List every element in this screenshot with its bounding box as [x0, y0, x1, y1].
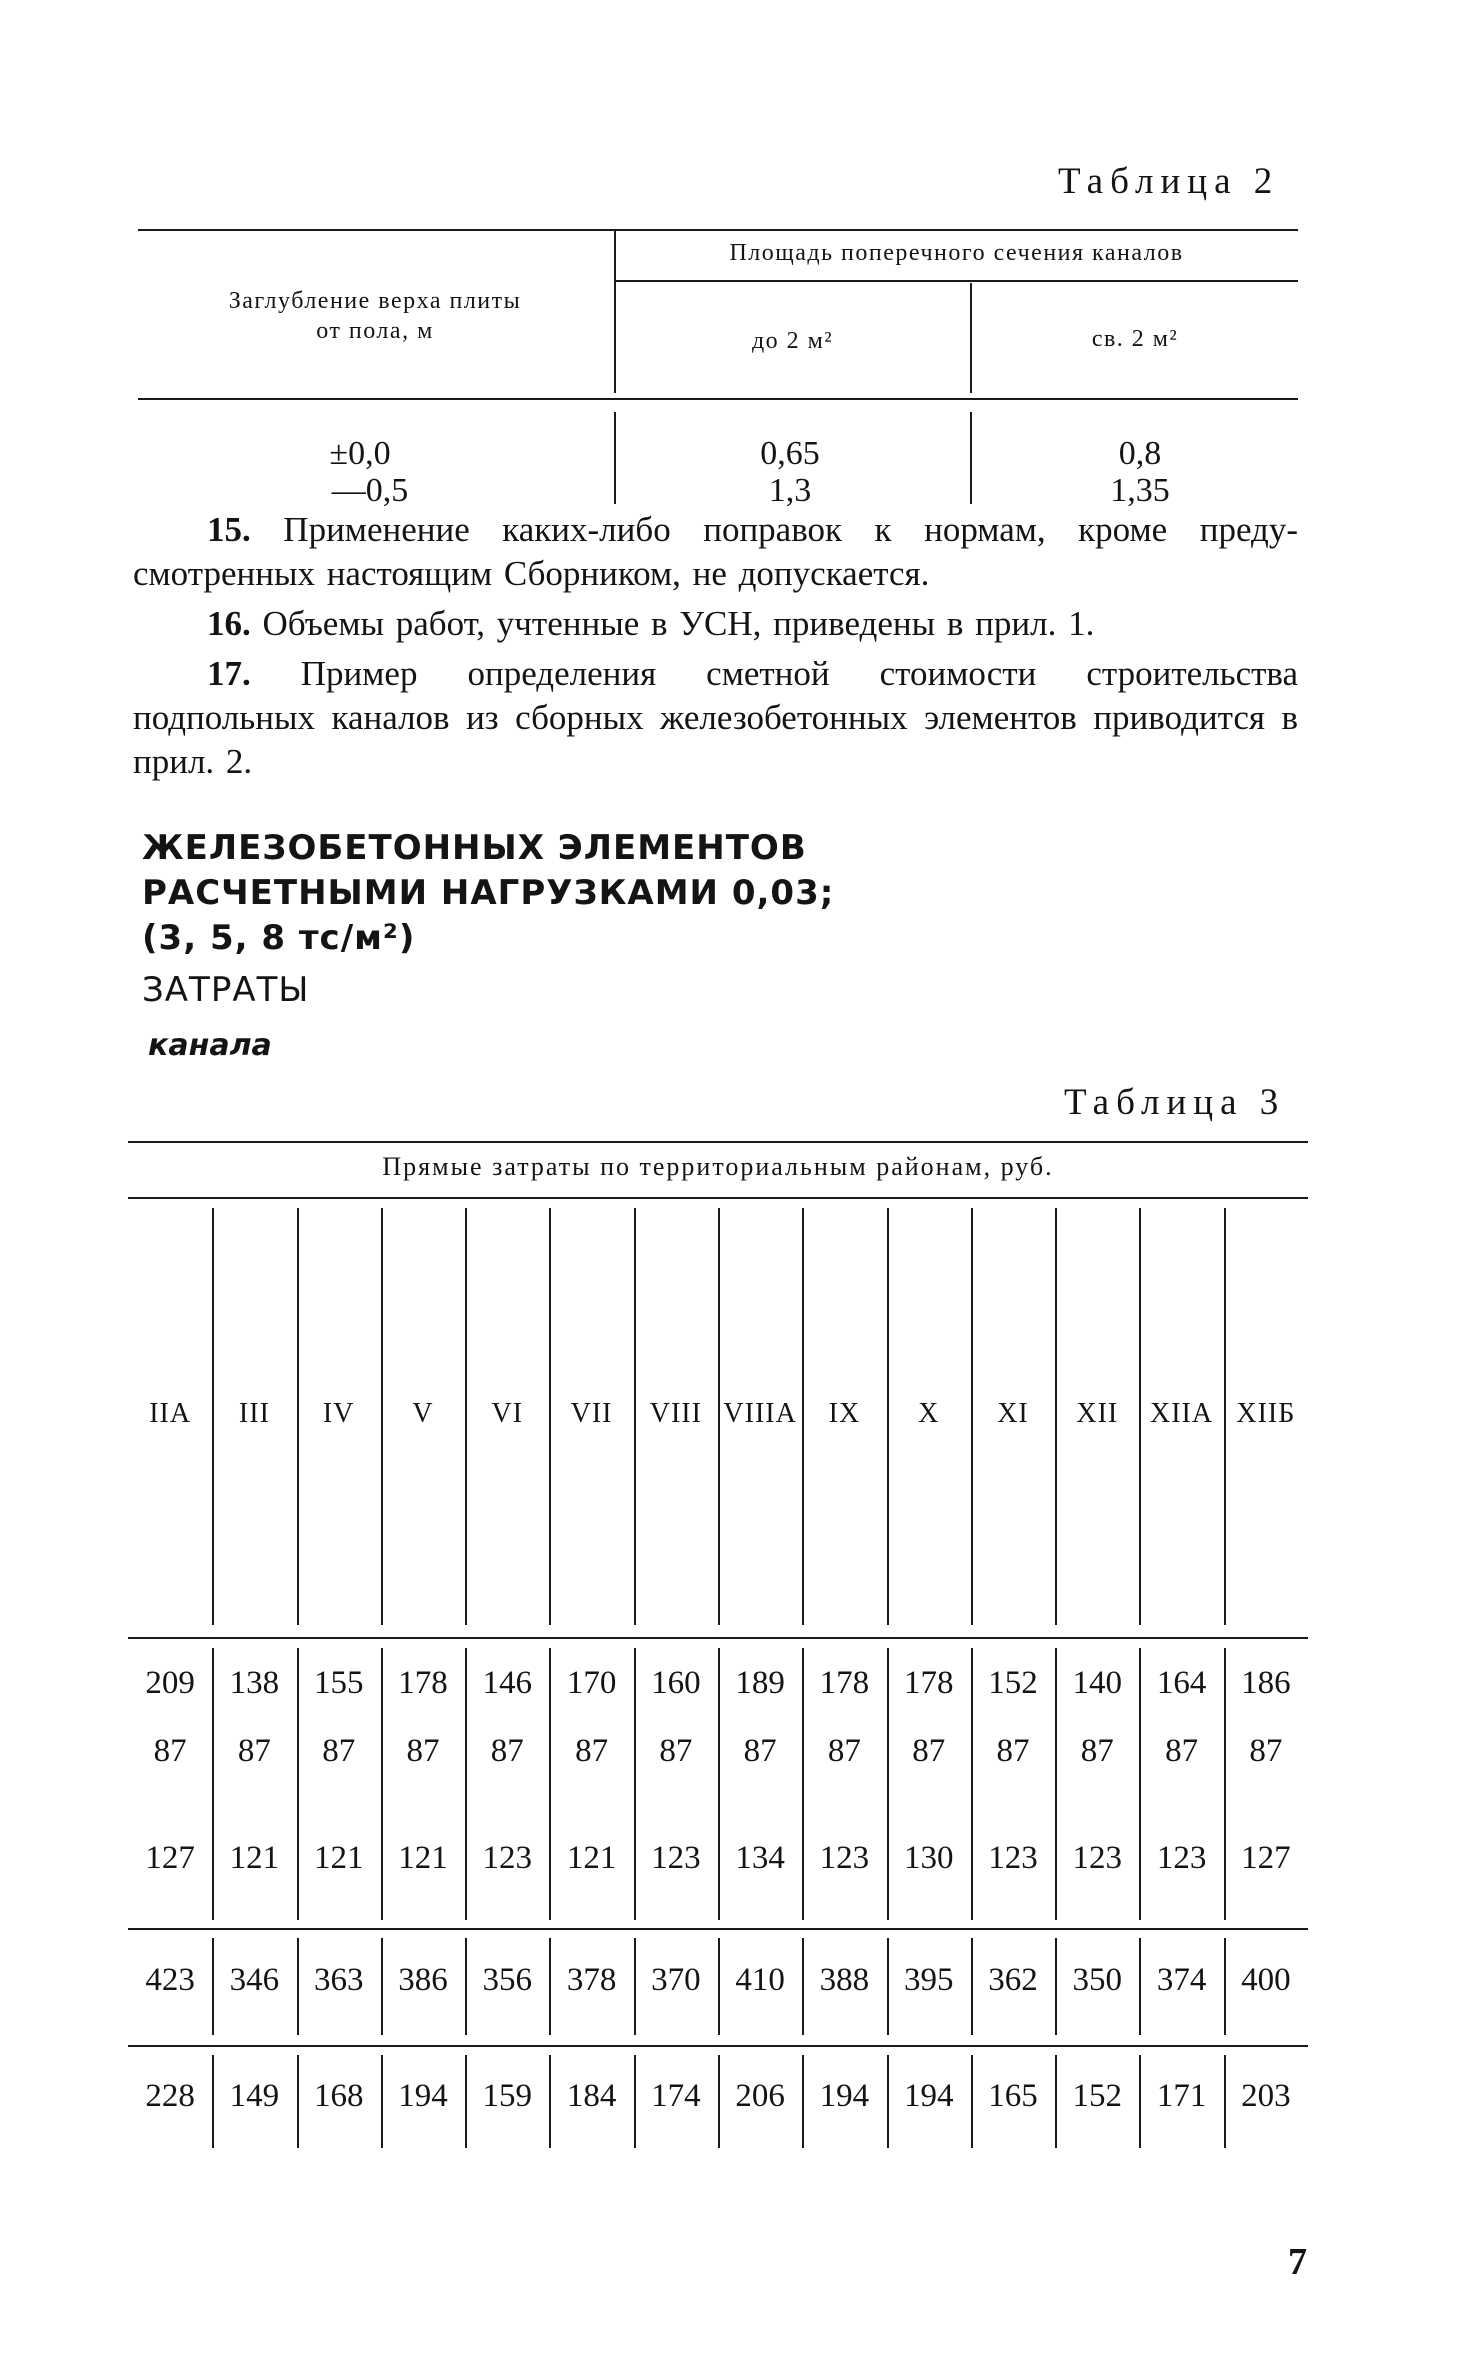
table3-cell: 164	[1156, 1665, 1207, 1701]
table3-cell: 194	[819, 2078, 870, 2114]
table3-cell: 168	[313, 2078, 364, 2114]
table3-district-header: IV	[322, 1398, 355, 1429]
table3-cell: 209	[145, 1665, 195, 1701]
table3-cell: 127	[1241, 1840, 1291, 1876]
paragraph-text: Пример определения сметной стоимости строительства подпольных каналов из сборных железобетонных элементов приводится в прил. 2.	[133, 654, 1299, 781]
table3-cell: 374	[1156, 1962, 1207, 1998]
table3-cell: 174	[651, 2078, 701, 2114]
table3-cell: 121	[398, 1840, 448, 1876]
table3-cell: 165	[988, 2078, 1038, 2114]
table3-cell: 170	[566, 1665, 617, 1701]
table3-header-rule	[128, 1637, 1308, 1639]
table2-vrule	[970, 412, 972, 504]
table2-cell: —0,5	[331, 472, 409, 509]
table3-cell: 121	[566, 1840, 617, 1876]
table3-cell: 388	[819, 1962, 870, 1998]
table3-cell: 121	[229, 1840, 280, 1876]
paragraph-text: Применение каких-либо поправок к нормам, кроме преду-смотренных настоящим Сборником, не допускается.	[133, 510, 1298, 593]
table3-cell: 121	[313, 1840, 364, 1876]
text-block	[133, 508, 1298, 784]
section-subheading: канала	[148, 1028, 272, 1063]
table2-col-header: Заглубление верха плиты от пола, м	[228, 288, 522, 344]
table3-cell: 134	[735, 1840, 785, 1876]
table3-district-header: IX	[828, 1398, 861, 1429]
table2-vrule	[614, 412, 616, 504]
table3-cell: 160	[651, 1665, 701, 1701]
table3-group-header: Прямые затраты по территориальным районам, руб.	[382, 1152, 1054, 1181]
table3-cell: 356	[482, 1962, 533, 1998]
table3-cell: 203	[1241, 2078, 1291, 2114]
paragraph-text: Объемы работ, учтенные в УСН, приведены в прил. 1.	[262, 604, 1095, 643]
table3-district-header: VIII	[649, 1398, 702, 1429]
table3-district-header: VIIIА	[723, 1398, 797, 1429]
table3-cell: 138	[229, 1665, 280, 1701]
table3-district-header: XI	[997, 1398, 1029, 1429]
table2-group-header: Площадь поперечного сечения каналов	[729, 240, 1184, 266]
table3-cell: 87	[1080, 1733, 1114, 1769]
table2-cell: 1,3	[768, 472, 812, 509]
page-number: 7	[1288, 2241, 1307, 2283]
table3-district-header: III	[238, 1398, 270, 1429]
table3-district-header: XIIБ	[1236, 1398, 1296, 1429]
table3-cell: 386	[398, 1962, 448, 1998]
table3-cell: 186	[1241, 1665, 1291, 1701]
paragraph-number: 16.	[207, 604, 251, 643]
paragraph	[133, 652, 1298, 784]
table3-cell: 87	[1249, 1733, 1283, 1769]
table3-cell: 127	[145, 1840, 195, 1876]
table3-cell: 423	[145, 1962, 195, 1998]
table3-cell: 87	[237, 1733, 271, 1769]
table3-cell: 189	[735, 1665, 785, 1701]
table3-top-rule	[128, 1141, 1308, 1143]
section-heading-line: ЗАТРАТЫ	[142, 970, 310, 1010]
table3-district-header: XIIА	[1150, 1398, 1214, 1429]
table3-cell: 178	[903, 1665, 954, 1701]
table3-cell: 362	[988, 1962, 1038, 1998]
table3-cell: 410	[735, 1962, 785, 1998]
table3-cell: 400	[1241, 1962, 1291, 1998]
table3-rule	[128, 1928, 1308, 1930]
table3-cell: 123	[1072, 1840, 1123, 1876]
table3-cell: 87	[1165, 1733, 1199, 1769]
table2-cell: 0,8	[1118, 435, 1162, 472]
paragraph	[133, 508, 1298, 596]
table3-cell: 140	[1072, 1665, 1123, 1701]
table3-cell: 87	[996, 1733, 1030, 1769]
paragraph-number: 17.	[207, 654, 251, 693]
table3-cell: 123	[988, 1840, 1038, 1876]
table3-cell: 194	[398, 2078, 448, 2114]
table2-subheader: св. 2 м²	[1091, 326, 1179, 352]
table3-cell: 87	[659, 1733, 693, 1769]
table3-cell: 178	[398, 1665, 448, 1701]
table3-cell: 171	[1156, 2078, 1207, 2114]
table3-cell: 149	[229, 2078, 280, 2114]
table3-cell: 206	[735, 2078, 785, 2114]
table3-rule	[128, 2045, 1308, 2047]
section-heading-line: ЖЕЛЕЗОБЕТОННЫХ ЭЛЕМЕНТОВ	[142, 828, 807, 868]
table3-cell: 152	[988, 1665, 1038, 1701]
table3-cell: 87	[322, 1733, 356, 1769]
table3-cell: 178	[819, 1665, 870, 1701]
table2-group-rule	[615, 280, 1298, 282]
table3-cell: 194	[903, 2078, 954, 2114]
table3-cell: 378	[566, 1962, 617, 1998]
table3-cell: 228	[145, 2078, 195, 2114]
table3-cell: 184	[566, 2078, 617, 2114]
table2-caption: Таблица 2	[1058, 161, 1280, 202]
table2-header-rule	[138, 398, 1298, 400]
table3-district-header: XII	[1076, 1398, 1119, 1429]
table3-cell: 123	[651, 1840, 701, 1876]
table3-district-header: VII	[570, 1398, 613, 1429]
table3-cell: 87	[743, 1733, 777, 1769]
table3-cell: 87	[575, 1733, 609, 1769]
table3-caption: Таблица 3	[1064, 1082, 1286, 1123]
table3-cell: 370	[651, 1962, 701, 1998]
table3-cell: 87	[827, 1733, 861, 1769]
table3-cell: 87	[406, 1733, 440, 1769]
table3-district-header: VI	[491, 1398, 524, 1429]
table3-cell: 87	[490, 1733, 524, 1769]
table3-cell: 123	[1156, 1840, 1207, 1876]
table3-district-header: IIА	[149, 1398, 192, 1429]
table3-cell: 130	[903, 1840, 954, 1876]
table3-district-header: V	[412, 1398, 434, 1429]
table3-district-header: X	[918, 1398, 940, 1429]
table3-cell: 346	[229, 1962, 280, 1998]
table3-cell: 363	[313, 1962, 364, 1998]
table3-cell: 350	[1072, 1962, 1123, 1998]
table3-cell: 87	[912, 1733, 946, 1769]
table3-cell: 152	[1072, 2078, 1123, 2114]
section-heading-line: РАСЧЕТНЫМИ НАГРУЗКАМИ 0,03;	[142, 873, 835, 913]
section-heading-line: (3, 5, 8 тс/м²)	[142, 918, 416, 958]
table3-cell: 146	[482, 1665, 533, 1701]
table3-group-rule	[128, 1197, 1308, 1199]
table2-subheader: до 2 м²	[751, 328, 834, 354]
table2-cell: ±0,0	[329, 435, 391, 472]
table3-cell: 123	[482, 1840, 533, 1876]
table3-cell: 123	[819, 1840, 870, 1876]
table2-cell: 0,65	[760, 435, 820, 472]
table2-cell: 1,35	[1110, 472, 1170, 509]
paragraph-number: 15.	[207, 510, 251, 549]
table2-top-rule	[138, 229, 1298, 231]
table3-cell: 155	[313, 1665, 364, 1701]
table3-cell: 159	[482, 2078, 533, 2114]
paragraph	[133, 602, 1298, 646]
table3-cell: 87	[153, 1733, 187, 1769]
table3-cell: 395	[903, 1962, 954, 1998]
